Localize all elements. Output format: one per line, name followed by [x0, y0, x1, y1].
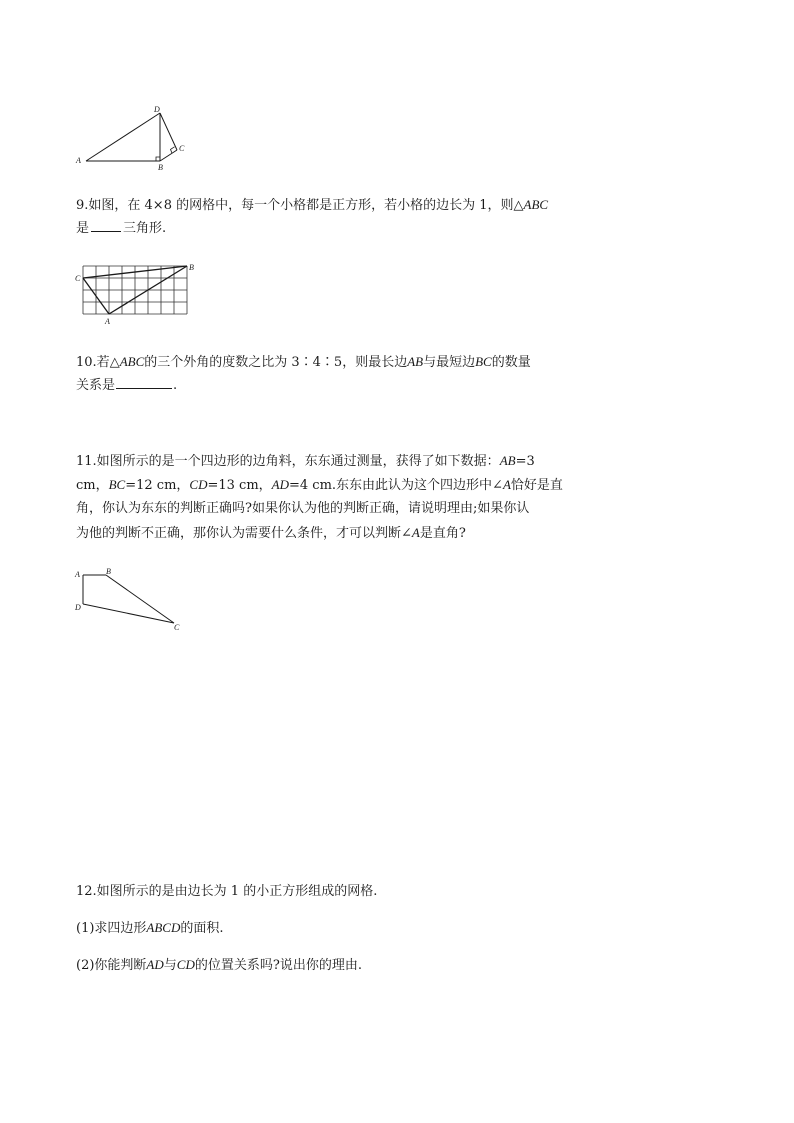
segment-DC	[160, 113, 177, 150]
segment-AD	[86, 113, 160, 161]
q8-right-triangle-figure	[70, 100, 200, 175]
label-D: D	[75, 603, 81, 612]
label-C: C	[174, 623, 180, 632]
label-C: C	[75, 274, 81, 283]
q12-title: 12.如图所示的是由边长为 1 的小正方形组成的网格.	[76, 884, 378, 899]
label-C: C	[179, 144, 185, 153]
label-A: A	[75, 570, 80, 579]
label-B: B	[189, 263, 194, 272]
label-B: B	[158, 163, 163, 172]
q11-line4: 为他的判断不正确，那你认为需要什么条件，才可以判断∠A是直角?	[76, 525, 466, 541]
grid-lines	[83, 266, 187, 314]
label-A: A	[105, 317, 110, 326]
segment-BC	[160, 150, 177, 161]
q12-part2: (2)你能判断AD与CD的位置关系吗?说出你的理由.	[76, 957, 362, 973]
q9-grid-figure	[74, 262, 202, 328]
q9-line1: 9.如图，在 4×8 的网格中，每一个小格都是正方形，若小格的边长为 1，则△ABC	[76, 197, 549, 213]
q11-line3: 角，你认为东东的判断正确吗?如果你认为他的判断正确，请说明理由;如果你认	[76, 501, 530, 516]
q11-quadrilateral-figure	[70, 563, 190, 635]
answer-blank[interactable]	[91, 217, 121, 232]
label-B: B	[106, 567, 111, 576]
label-D: D	[154, 105, 160, 114]
answer-blank[interactable]	[116, 374, 172, 389]
right-angle-mark-B	[156, 157, 160, 161]
label-A: A	[76, 156, 81, 165]
q11-line1: 11.如图所示的是一个四边形的边角料，东东通过测量，获得了如下数据：AB=3	[76, 453, 535, 469]
q11-line2: cm，BC=12 cm，CD=13 cm，AD=4 cm.东东由此认为这个四边形中∠A恰好是直	[76, 477, 563, 493]
q12-part1: (1)求四边形ABCD的面积.	[76, 920, 224, 936]
q10-line2: 关系是 .	[76, 374, 576, 398]
q10-line1: 10.若△ABC的三个外角的度数之比为 3∶4∶5，则最长边AB与最短边BC的数量	[76, 354, 531, 370]
q9-line2: 是 三角形.	[76, 217, 576, 241]
